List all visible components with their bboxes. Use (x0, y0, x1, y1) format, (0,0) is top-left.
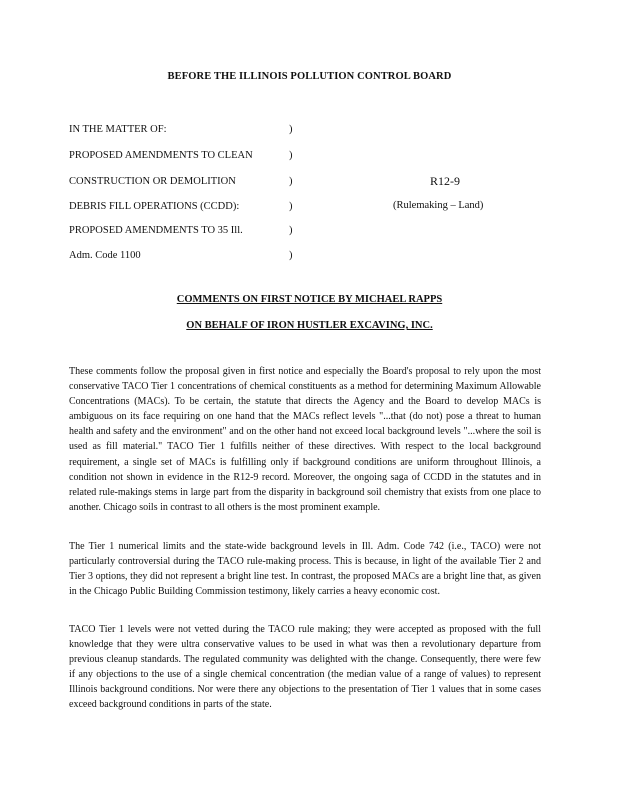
caption-line-6: Adm. Code 1100 (69, 250, 141, 261)
caption-paren: ) (289, 124, 293, 135)
comments-heading-line-1: COMMENTS ON FIRST NOTICE BY MICHAEL RAPPS (176, 294, 443, 305)
caption-line-3: CONSTRUCTION OR DEMOLITION (69, 176, 236, 187)
caption-line-5: PROPOSED AMENDMENTS TO 35 Ill. (69, 225, 243, 236)
caption-paren: ) (289, 225, 293, 236)
caption-paren: ) (289, 150, 293, 161)
body-paragraph-2: The Tier 1 numerical limits and the state-wide background levels in Ill. Adm. Code 742 (i.e., TACO) were not particularly controversial during the TACO rule-making process. This is because, in light of the available Tier 2 and Tier 3 options, they did not represent a bright line test. In contrast, the proposed MACs are a bright line that, as given in the Chicago Public Building Commission testimony, likely carries a heavy economic cost. (69, 541, 541, 598)
docket-type: (Rulemaking – Land) (393, 200, 484, 211)
docket-number: R12-9 (430, 174, 460, 188)
caption-paren: ) (289, 176, 293, 187)
caption-line-1: IN THE MATTER OF: (69, 124, 167, 135)
body-paragraph-3: TACO Tier 1 levels were not vetted during the TACO rule making; they were accepted as proposed with the full knowledge that they were ultra conservative values to be used in what was then a revolutionary departure from previous cleanup standards. The regulated community was delighted with the change. Consequently, there were few if any objections to the use of a single chemical concentration (the median value of a range of values) to represent Illinois background conditions. Nor were there any objections to the presentation of Tier 1 values that in some cases exceed background conditions in parts of the state. (69, 624, 541, 711)
body-paragraph-1: These comments follow the proposal given in first notice and especially the Board's proposal to rely upon the most conservative TACO Tier 1 concentrations of chemical constituents as a method for determining Maximum Allowable Concentrations (MACs). To be certain, the statute that directs the Agency and the Board to develop MACs is ambiguous on its face requiring on one hand that the MACs reflect levels "...that (do not) pose a threat to human health and safety and the environment" and on the other hand not exceed local background levels "...where the soil is used as fill material." TACO Tier 1 fulfills neither of these directives. With respect to the local background requirement, a single set of MACs is fulfilling only if background conditions are uniform throughout Illinois, a condition not shown in evidence in the R12-9 record. Moreover, the ongoing saga of CCDD in the statutes and in related rule-makings stems in large part from the disparity in background soil chemistry that exists from one place to another. Chicago soils in contrast to all others is the most prominent example. (69, 366, 541, 513)
caption-paren: ) (289, 250, 293, 261)
caption-line-2: PROPOSED AMENDMENTS TO CLEAN (69, 150, 253, 161)
caption-line-4: DEBRIS FILL OPERATIONS (CCDD): (69, 201, 240, 212)
comments-heading-line-2: ON BEHALF OF IRON HUSTLER EXCAVING, INC. (186, 320, 433, 331)
caption-paren: ) (289, 201, 293, 212)
board-title: BEFORE THE ILLINOIS POLLUTION CONTROL BOARD (167, 71, 452, 82)
